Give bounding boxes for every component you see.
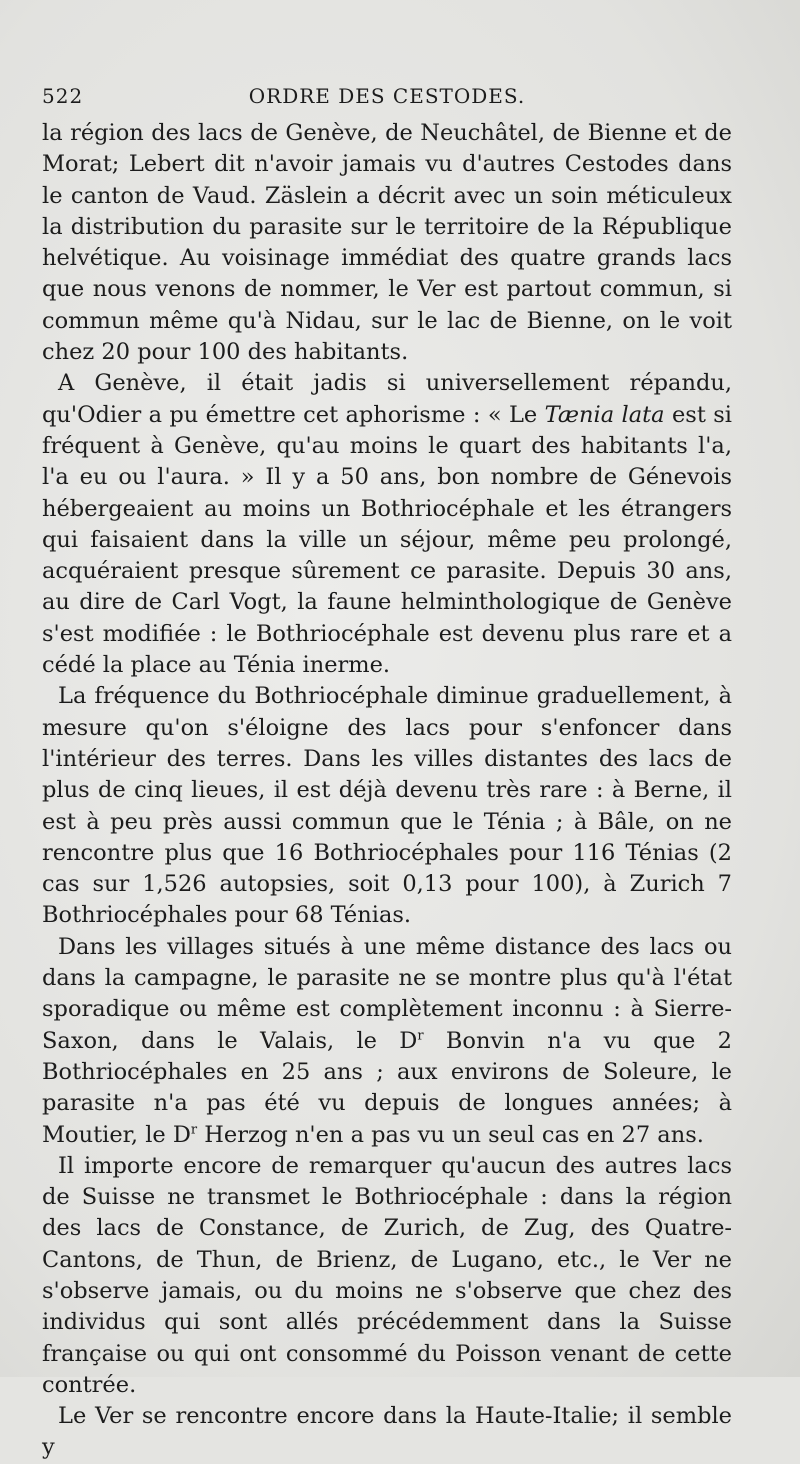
text-run: Dans les villages situés à une même distance des lacs ou dans la campagne, le parasite ne se montre plus qu'à l'état sporadique ou même est complètement inconnu : à Sierre-Saxon, dans le Valais, le D bbox=[42, 933, 732, 1054]
text-run: Bonvin n'a vu que 2 Bothriocéphales en 25 ans ; aux environs de Soleure, le parasite n'a pas été vu depuis de longues années; à Moutier, le D bbox=[42, 1027, 732, 1148]
text-run: La fréquence du Bothriocéphale diminue graduellement, à mesure qu'on s'éloigne des lacs pour s'enfoncer dans l'intérieur des terres. Dans les villes distantes des lacs de plus de cinq lieues, il est déjà devenu très rare : à Berne, il est à peu près aussi commun que le Ténia ; à Bâle, on ne rencontre plus que 16 Bothriocéphales pour 116 Ténias (2 cas sur 1,526 autopsies, soit 0,13 pour 100), à Zurich 7 Bothriocéphales pour 68 Ténias. bbox=[42, 683, 732, 929]
paragraph bbox=[42, 932, 732, 1151]
text-run: est si fréquent à Genève, qu'au moins le quart des habitants l'a, l'a eu ou l'aura. » Il y a 50 ans, bon nombre de Génevois hébergeaient au moins un Bothriocéphale et les étrangers qui faisaient dans la ville un séjour, même peu prolongé, acquéraient presque sûrement ce parasite. Depuis 30 ans, au dire de Carl Vogt, la faune helminthologique de Genève s'est modifiée : le Bothriocéphale est devenu plus rare et a cédé la place au Ténia inerme. bbox=[42, 401, 733, 679]
superscript: r bbox=[190, 1122, 198, 1137]
paragraph bbox=[42, 118, 732, 368]
paragraph bbox=[42, 681, 732, 931]
running-title: ORDRE DES CESTODES. bbox=[248, 84, 526, 108]
text-run: la région des lacs de Genève, de Neuchâtel, de Bienne et de Morat; Lebert dit n'avoir jamais vu d'autres Cestodes dans le canton de Vaud. Zäslein a décrit avec un soin méticuleux la distribution du parasite sur le territoire de la République helvétique. Au voisinage immédiat des quatre grands lacs que nous venons de nommer, le Ver est partout commun, si commun même qu'à Nidau, sur le lac de Bienne, on le voit chez 20 pour 100 des habitants. bbox=[42, 120, 732, 366]
paragraph bbox=[42, 1401, 732, 1464]
superscript: r bbox=[417, 1028, 424, 1044]
italic-text: Tænia lata bbox=[544, 401, 665, 428]
paragraph bbox=[42, 1151, 732, 1401]
page-header bbox=[42, 84, 732, 114]
text-run: Il importe encore de remarquer qu'aucun des autres lacs de Suisse ne transmet le Bothriocéphale : dans la région des lacs de Constance, de Zurich, de Zug, des Quatre-Cantons, de Thun, de Brienz, de Lugano, etc., le Ver ne s'observe jamais, ou du moins ne s'observe que chez des individus qui sont allés précédemment dans la Suisse française ou qui ont consommé du Poisson venant de cette contrée. bbox=[42, 1152, 732, 1398]
body-text bbox=[42, 118, 732, 1464]
text-run: Herzog n'en a pas vu un seul cas en 27 ans. bbox=[197, 1121, 704, 1148]
text-run: Le Ver se rencontre encore dans la Haute-Italie; il semble y bbox=[42, 1403, 732, 1461]
page-number: 522 bbox=[42, 84, 84, 108]
text-run: A Genève, il était jadis si universellement répandu, qu'Odier a pu émettre cet aphorisme : « Le bbox=[42, 370, 732, 428]
paragraph bbox=[42, 368, 732, 681]
